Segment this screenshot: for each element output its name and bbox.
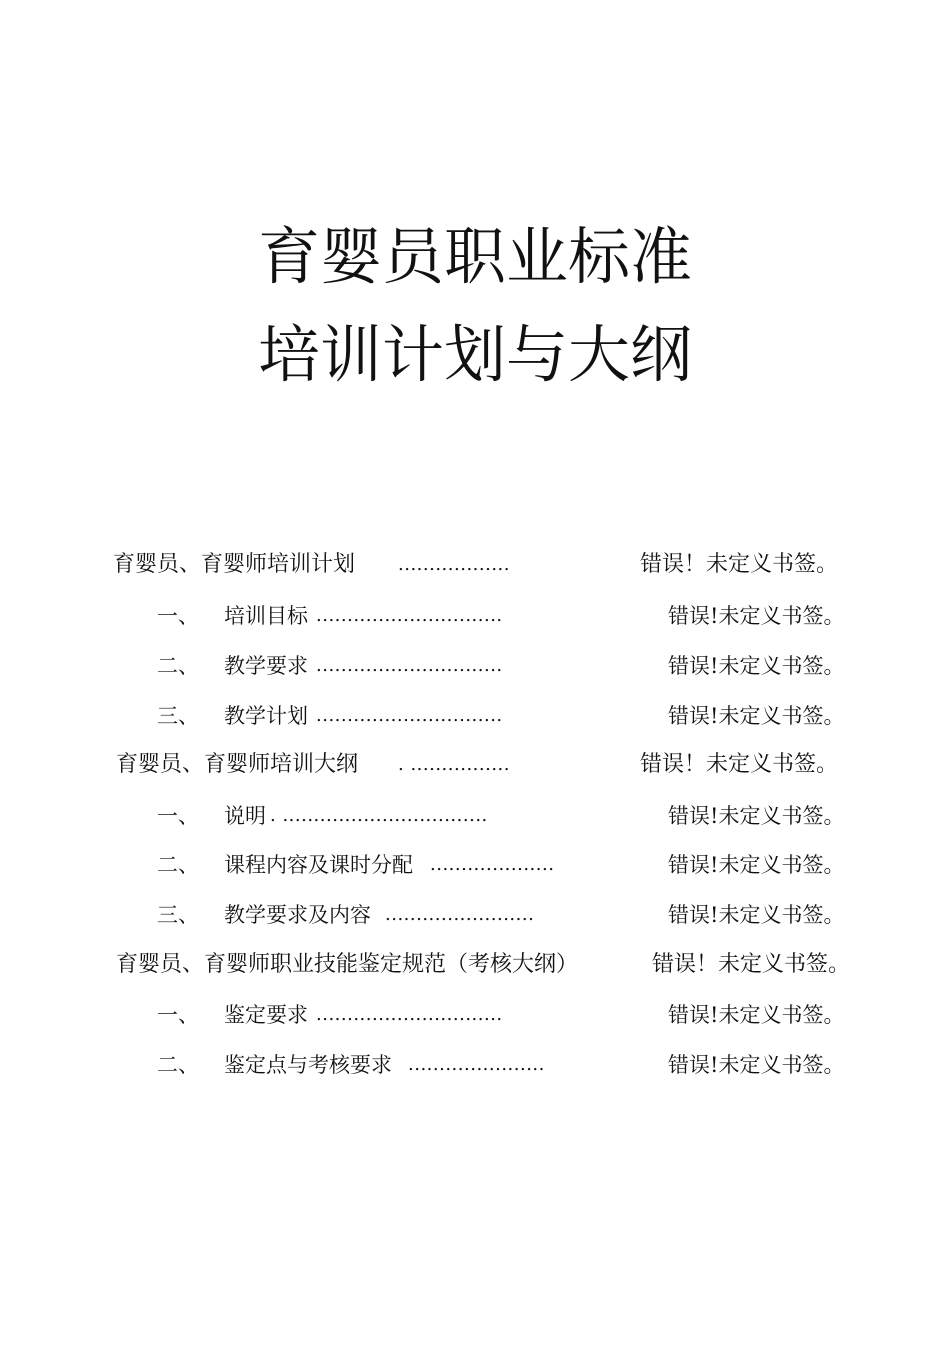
toc-page-ref: 错误!未定义书签。 — [668, 654, 845, 678]
toc-leader: .............................. — [316, 605, 503, 626]
toc-entry[interactable] — [0, 591, 950, 641]
toc-entry-number: 二、 — [157, 853, 199, 877]
toc-entry-label: 课程内容及课时分配 — [224, 853, 413, 877]
toc-leader: ...................... — [408, 1054, 545, 1075]
toc-entry[interactable] — [0, 540, 950, 590]
toc-entry[interactable] — [0, 1040, 950, 1090]
toc-entry-label: 鉴定点与考核要求 — [224, 1053, 392, 1077]
toc-entry-number: 一、 — [157, 804, 199, 828]
title-line-2: 培训计划与大纲 — [257, 318, 692, 391]
toc-page-ref: 错误！未定义书签。 — [640, 752, 839, 777]
toc-page-ref: 错误！未定义书签。 — [652, 952, 851, 977]
toc-entry-number: 二、 — [157, 1053, 199, 1077]
toc-entry[interactable] — [0, 641, 950, 691]
document-title — [0, 208, 950, 404]
toc-entry-number: 二、 — [157, 654, 199, 678]
toc-leader: . ................................. — [270, 805, 488, 826]
toc-leader: .............................. — [316, 1004, 503, 1025]
toc-page-ref: 错误!未定义书签。 — [668, 853, 845, 877]
toc-leader: .................. — [398, 554, 510, 575]
toc-entry-label: 育婴员、育婴师培训计划 — [113, 552, 356, 577]
toc-leader: .............................. — [316, 705, 503, 726]
toc-entry-label: 教学要求 — [224, 654, 308, 678]
title-line-1: 育婴员职业标准 — [257, 220, 692, 293]
toc-entry-number: 三、 — [157, 704, 199, 728]
toc-entry[interactable] — [0, 840, 950, 890]
toc-entry[interactable] — [0, 791, 950, 841]
toc-entry-label: 育婴员、育婴师培训大纲 — [116, 752, 359, 777]
toc-leader: .................... — [430, 854, 555, 875]
toc-entry-label: 说明 — [224, 804, 266, 828]
toc-entry[interactable] — [0, 740, 950, 790]
toc-leader: .............................. — [316, 655, 503, 676]
toc-page-ref: 错误!未定义书签。 — [668, 704, 845, 728]
toc-entry[interactable] — [0, 940, 950, 990]
toc-page-ref: 错误!未定义书签。 — [668, 1003, 845, 1027]
toc-entry-label: 鉴定要求 — [224, 1003, 308, 1027]
toc-entry[interactable] — [0, 990, 950, 1040]
toc-page-ref: 错误！未定义书签。 — [640, 552, 839, 577]
toc-entry[interactable] — [0, 890, 950, 940]
toc-page-ref: 错误!未定义书签。 — [668, 903, 845, 927]
toc-entry-number: 一、 — [157, 1003, 199, 1027]
toc-entry-label: 培训目标 — [224, 604, 308, 628]
toc-leader: ........................ — [385, 904, 535, 925]
toc-page-ref: 错误!未定义书签。 — [668, 1053, 845, 1077]
toc-entry-label: 育婴员、育婴师职业技能鉴定规范（考核大纲） — [116, 952, 579, 977]
toc-page-ref: 错误!未定义书签。 — [668, 804, 845, 828]
toc-leader: . ................ — [398, 754, 510, 775]
toc-page-ref: 错误!未定义书签。 — [668, 604, 845, 628]
toc-entry-number: 三、 — [157, 903, 199, 927]
toc-entry-label: 教学计划 — [224, 704, 308, 728]
toc-entry[interactable] — [0, 691, 950, 741]
toc-entry-number: 一、 — [157, 604, 199, 628]
toc-entry-label: 教学要求及内容 — [224, 903, 371, 927]
